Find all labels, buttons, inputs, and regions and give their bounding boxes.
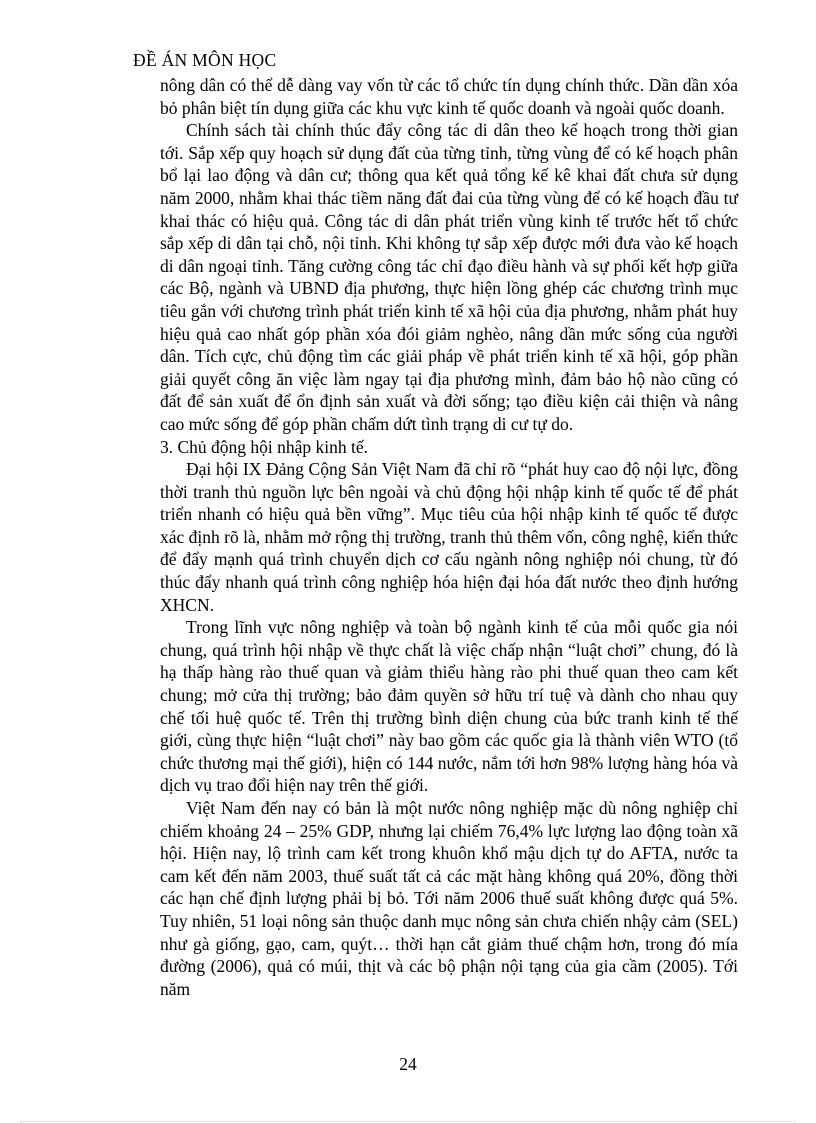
page-bottom-border bbox=[20, 1121, 796, 1122]
page-header-title: ĐỀ ÁN MÔN HỌC bbox=[133, 50, 277, 70]
paragraph-integration: Trong lĩnh vực nông nghiệp và toàn bộ ngành kinh tế của mỗi quốc gia nói chung, quá trình hội nhập về thực chất là việc chấp nhận “luật chơi” chung, đó là hạ thấp hàng rào thuế quan và giảm thiểu hàng rào phi thuế quan theo cam kết chung; mở cửa thị trường; bảo đảm quyền sở hữu trí tuệ và dành cho nhau quy chế tối huệ quốc tế. Trên thị trường bình diện chung của bức tranh kinh tế thế giới, cùng thực hiện “luật chơi” này bao gồm các quốc gia là thành viên WTO (tổ chức thương mại thế giới), hiện có 144 nước, nắm tới hơn 98% lượng hàng hóa và dịch vụ trao đổi hiện nay trên thế giới. bbox=[160, 617, 738, 796]
paragraph-continued: nông dân có thể dễ dàng vay vốn từ các tổ chức tín dụng chính thức. Dần dần xóa bỏ phân biệt tín dụng giữa các khu vực kinh tế quốc doanh và ngoài quốc doanh. bbox=[160, 75, 738, 118]
paragraph-migration-policy: Chính sách tài chính thúc đẩy công tác di dân theo kế hoạch trong thời gian tới. Sắp xếp quy hoạch sử dụng đất của từng tỉnh, từng vùng để có kế hoạch phân bổ lại lao động và dân cư; thông qua kết quả tổng kế kê khai đất chưa sử dụng năm 2000, nhằm khai thác tiềm năng đất đai của từng vùng để có kế hoạch đầu tư khai thác có hiệu quả. Công tác di dân phát triển vùng kinh tế trước hết tổ chức sắp xếp di dân tại chỗ, nội tỉnh. Khi không tự sắp xếp được mới đưa vào kế hoạch di dân ngoại tỉnh. Tăng cường công tác chỉ đạo điều hành và sự phối kết hợp giữa các Bộ, ngành và UBND địa phương, thực hiện lồng ghép các chương trình mục tiêu gắn với chương trình phát triển kinh tế xã hội của địa phương, nhằm phát huy hiệu quả cao nhất góp phần xóa đói giảm nghèo, nâng dần mức sống của người dân. Tích cực, chủ động tìm các giải pháp về phát triển kinh tế xã hội, góp phần giải quyết công ăn việc làm ngay tại địa phương mình, đảm bảo hộ nào cũng có đất để sản xuất để ổn định sản xuất và đời sống; tạo điều kiện cải thiện và nâng cao mức sống để góp phần chấm dứt tình trạng di cư tự do. bbox=[160, 120, 738, 434]
section-heading-3: 3. Chủ động hội nhập kinh tế. bbox=[160, 436, 369, 457]
paragraph-party-congress: Đại hội IX Đảng Cộng Sản Việt Nam đã chỉ rõ “phát huy cao độ nội lực, đồng thời tranh thủ nguồn lực bên ngoài và chủ động hội nhập kinh tế quốc tế để phát triển nhanh có hiệu quả bền vững”. Mục tiêu của hội nhập kinh tế quốc tế được xác định rõ là, nhằm mở rộng thị trường, tranh thủ thêm vốn, công nghệ, kiến thức để đẩy mạnh quá trình chuyển dịch cơ cấu ngành nông nghiệp nói chung, từ đó thúc đẩy nhanh quá trình công nghiệp hóa hiện đại hóa đất nước theo định hướng XHCN. bbox=[160, 459, 738, 615]
document-body bbox=[160, 74, 738, 1000]
page-number: 24 bbox=[399, 1054, 417, 1074]
paragraph-vietnam-agriculture: Việt Nam đến nay có bản là một nước nông nghiệp mặc dù nông nghiệp chỉ chiếm khoảng 24 – 25% GDP, nhưng lại chiếm 76,4% lực lượng lao động toàn xã hội. Hiện nay, lộ trình cam kết trong khuôn khổ mậu dịch tự do AFTA, nước ta cam kết đến năm 2003, thuế suất tất cả các mặt hàng không quá 20%, đồng thời các hạn chế định lượng phải bị bỏ. Tới năm 2006 thuế suất không được quá 5%. Tuy nhiên, 51 loại nông sản thuộc danh mục nông sản chưa chiến nhậy cảm (SEL) như gà giống, gạo, cam, quýt… thời hạn cắt giảm thuế chậm hơn, trong đó mía đường (2006), quả có múi, thịt và các bộ phận nội tạng của gia cầm (2005). Tới năm bbox=[160, 798, 738, 999]
